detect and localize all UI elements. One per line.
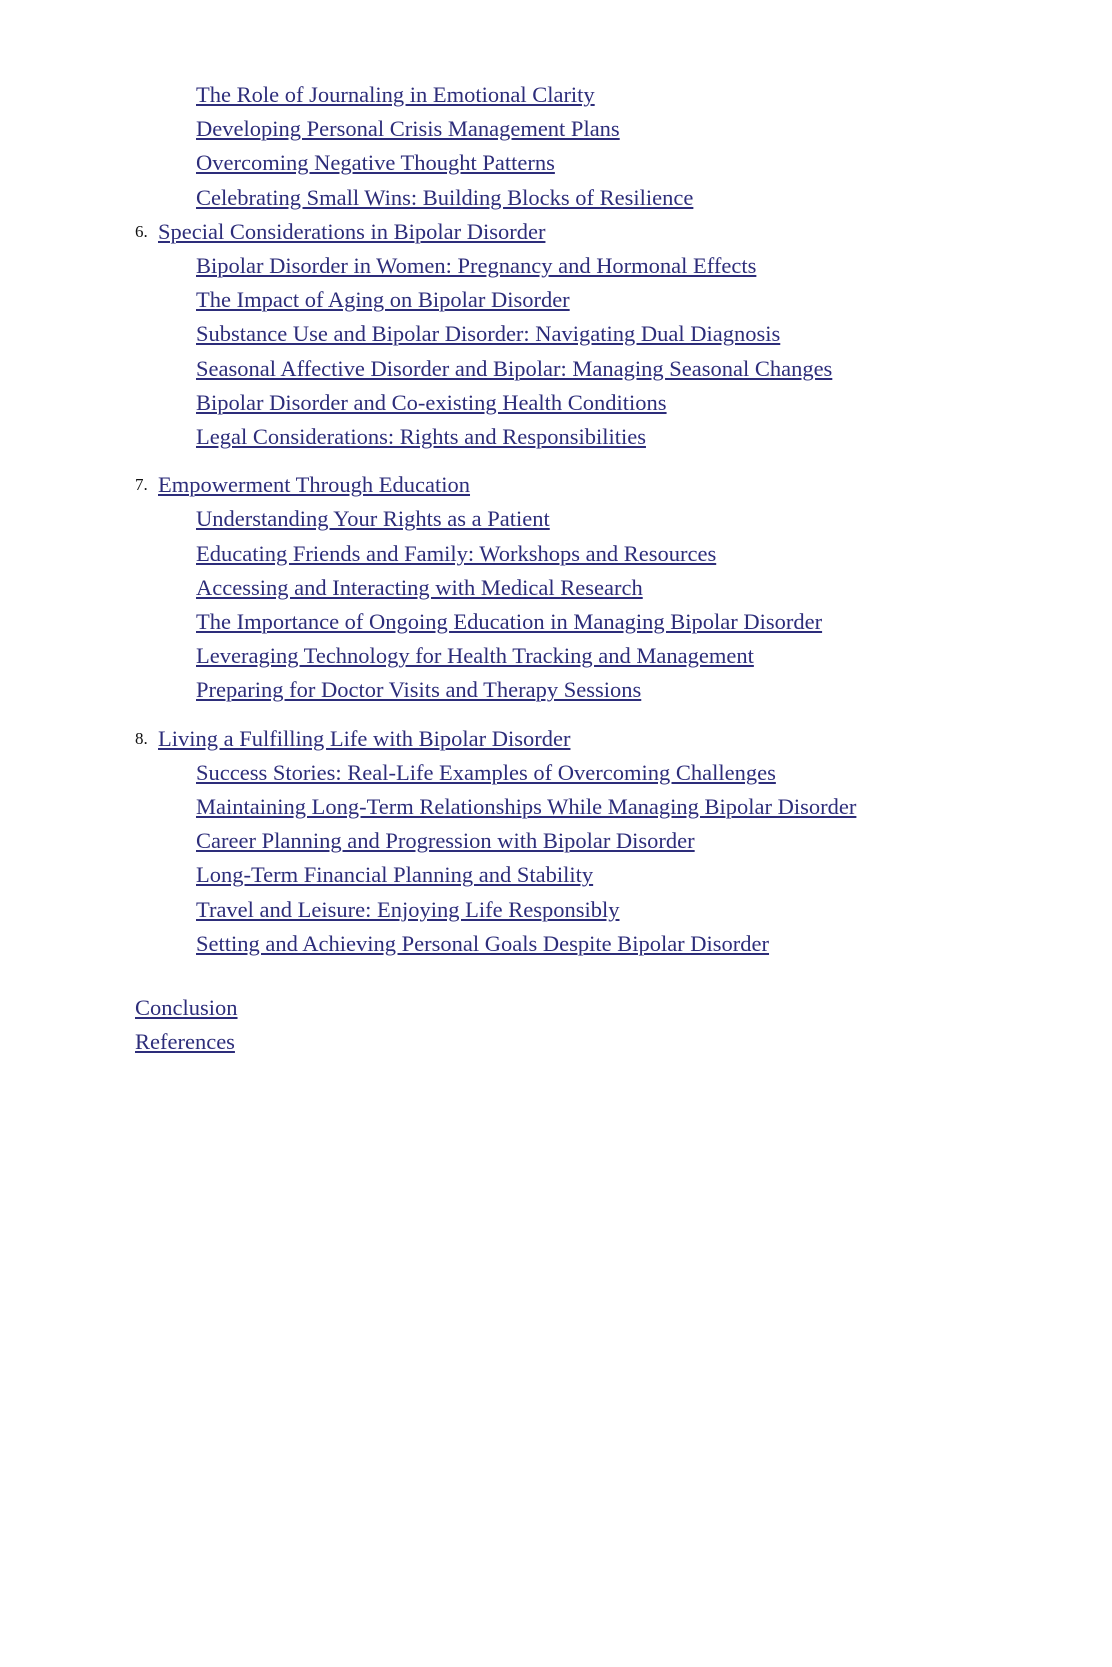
- section-number: 7.: [135, 475, 148, 495]
- toc-link[interactable]: Career Planning and Progression with Bipolar Disorder: [196, 828, 695, 854]
- list-item: [135, 1025, 925, 1059]
- toc-link[interactable]: Understanding Your Rights as a Patient: [196, 506, 550, 532]
- toc-link[interactable]: Leveraging Technology for Health Tracking and Management: [196, 643, 754, 669]
- toc-link[interactable]: Educating Friends and Family: Workshops and Resources: [196, 540, 717, 566]
- toc-section-7: [135, 468, 925, 707]
- section-number: 8.: [135, 728, 148, 748]
- toc-link[interactable]: Travel and Leisure: Enjoying Life Responsibly: [196, 896, 620, 922]
- subitem-list: [135, 502, 925, 707]
- toc-link[interactable]: Celebrating Small Wins: Building Blocks of Resilience: [196, 184, 694, 210]
- section-heading: [135, 722, 925, 756]
- list-item: [135, 502, 925, 536]
- list-item: [135, 78, 925, 112]
- conclusion-link[interactable]: Conclusion: [135, 995, 238, 1021]
- list-item: [135, 639, 925, 673]
- toc-link[interactable]: Success Stories: Real-Life Examples of Overcoming Challenges: [196, 759, 776, 785]
- list-item: [135, 927, 925, 961]
- toc-link[interactable]: The Impact of Aging on Bipolar Disorder: [196, 287, 570, 313]
- list-item: [135, 181, 925, 215]
- toc-link[interactable]: Accessing and Interacting with Medical Research: [196, 574, 643, 600]
- section-heading: [135, 215, 925, 249]
- list-item: [135, 673, 925, 707]
- list-item: [135, 756, 925, 790]
- list-item: [135, 571, 925, 605]
- section-heading: [135, 468, 925, 502]
- toc-link[interactable]: Seasonal Affective Disorder and Bipolar: Managing Seasonal Changes: [196, 355, 833, 381]
- toc-link[interactable]: Setting and Achieving Personal Goals Despite Bipolar Disorder: [196, 930, 770, 956]
- list-item: [135, 991, 925, 1025]
- toc-link[interactable]: Preparing for Doctor Visits and Therapy Sessions: [196, 677, 642, 703]
- toc-link[interactable]: Substance Use and Bipolar Disorder: Navigating Dual Diagnosis: [196, 321, 781, 347]
- toc-link[interactable]: Bipolar Disorder in Women: Pregnancy and Hormonal Effects: [196, 253, 757, 279]
- toc-link[interactable]: The Importance of Ongoing Education in Managing Bipolar Disorder: [196, 609, 823, 635]
- list-item: [135, 893, 925, 927]
- list-item: [135, 605, 925, 639]
- toc-link[interactable]: Bipolar Disorder and Co-existing Health Conditions: [196, 389, 667, 415]
- toc-link[interactable]: The Role of Journaling in Emotional Clarity: [196, 82, 595, 107]
- list-item: [135, 790, 925, 824]
- list-item: [135, 420, 925, 454]
- list-item: [135, 352, 925, 386]
- toc-link[interactable]: Long-Term Financial Planning and Stability: [196, 862, 594, 888]
- subitem-list: [135, 249, 925, 454]
- section-title-link[interactable]: Special Considerations in Bipolar Disorder: [158, 218, 546, 244]
- table-of-contents: [135, 78, 925, 1059]
- list-item: [135, 858, 925, 892]
- list-item: [135, 146, 925, 180]
- list-item: [135, 824, 925, 858]
- references-link[interactable]: References: [135, 1029, 235, 1055]
- section-number: 6.: [135, 221, 148, 241]
- toc-link[interactable]: Maintaining Long-Term Relationships While Managing Bipolar Disorder: [196, 794, 857, 820]
- toc-link[interactable]: Developing Personal Crisis Management Plans: [196, 116, 620, 142]
- list-item: [135, 386, 925, 420]
- list-item: [135, 112, 925, 146]
- subitem-list: [135, 756, 925, 961]
- toc-link[interactable]: Overcoming Negative Thought Patterns: [196, 150, 555, 176]
- toc-link[interactable]: Legal Considerations: Rights and Responsibilities: [196, 424, 646, 450]
- toc-section-6: [135, 215, 925, 454]
- trailing-links: [135, 991, 925, 1059]
- section-title-link[interactable]: Living a Fulfilling Life with Bipolar Disorder: [158, 725, 571, 751]
- list-item: [135, 249, 925, 283]
- toc-section-8: [135, 722, 925, 961]
- section-title-link[interactable]: Empowerment Through Education: [158, 472, 471, 498]
- list-item: [135, 537, 925, 571]
- orphan-subitem-list: [135, 78, 925, 215]
- list-item: [135, 283, 925, 317]
- list-item: [135, 317, 925, 351]
